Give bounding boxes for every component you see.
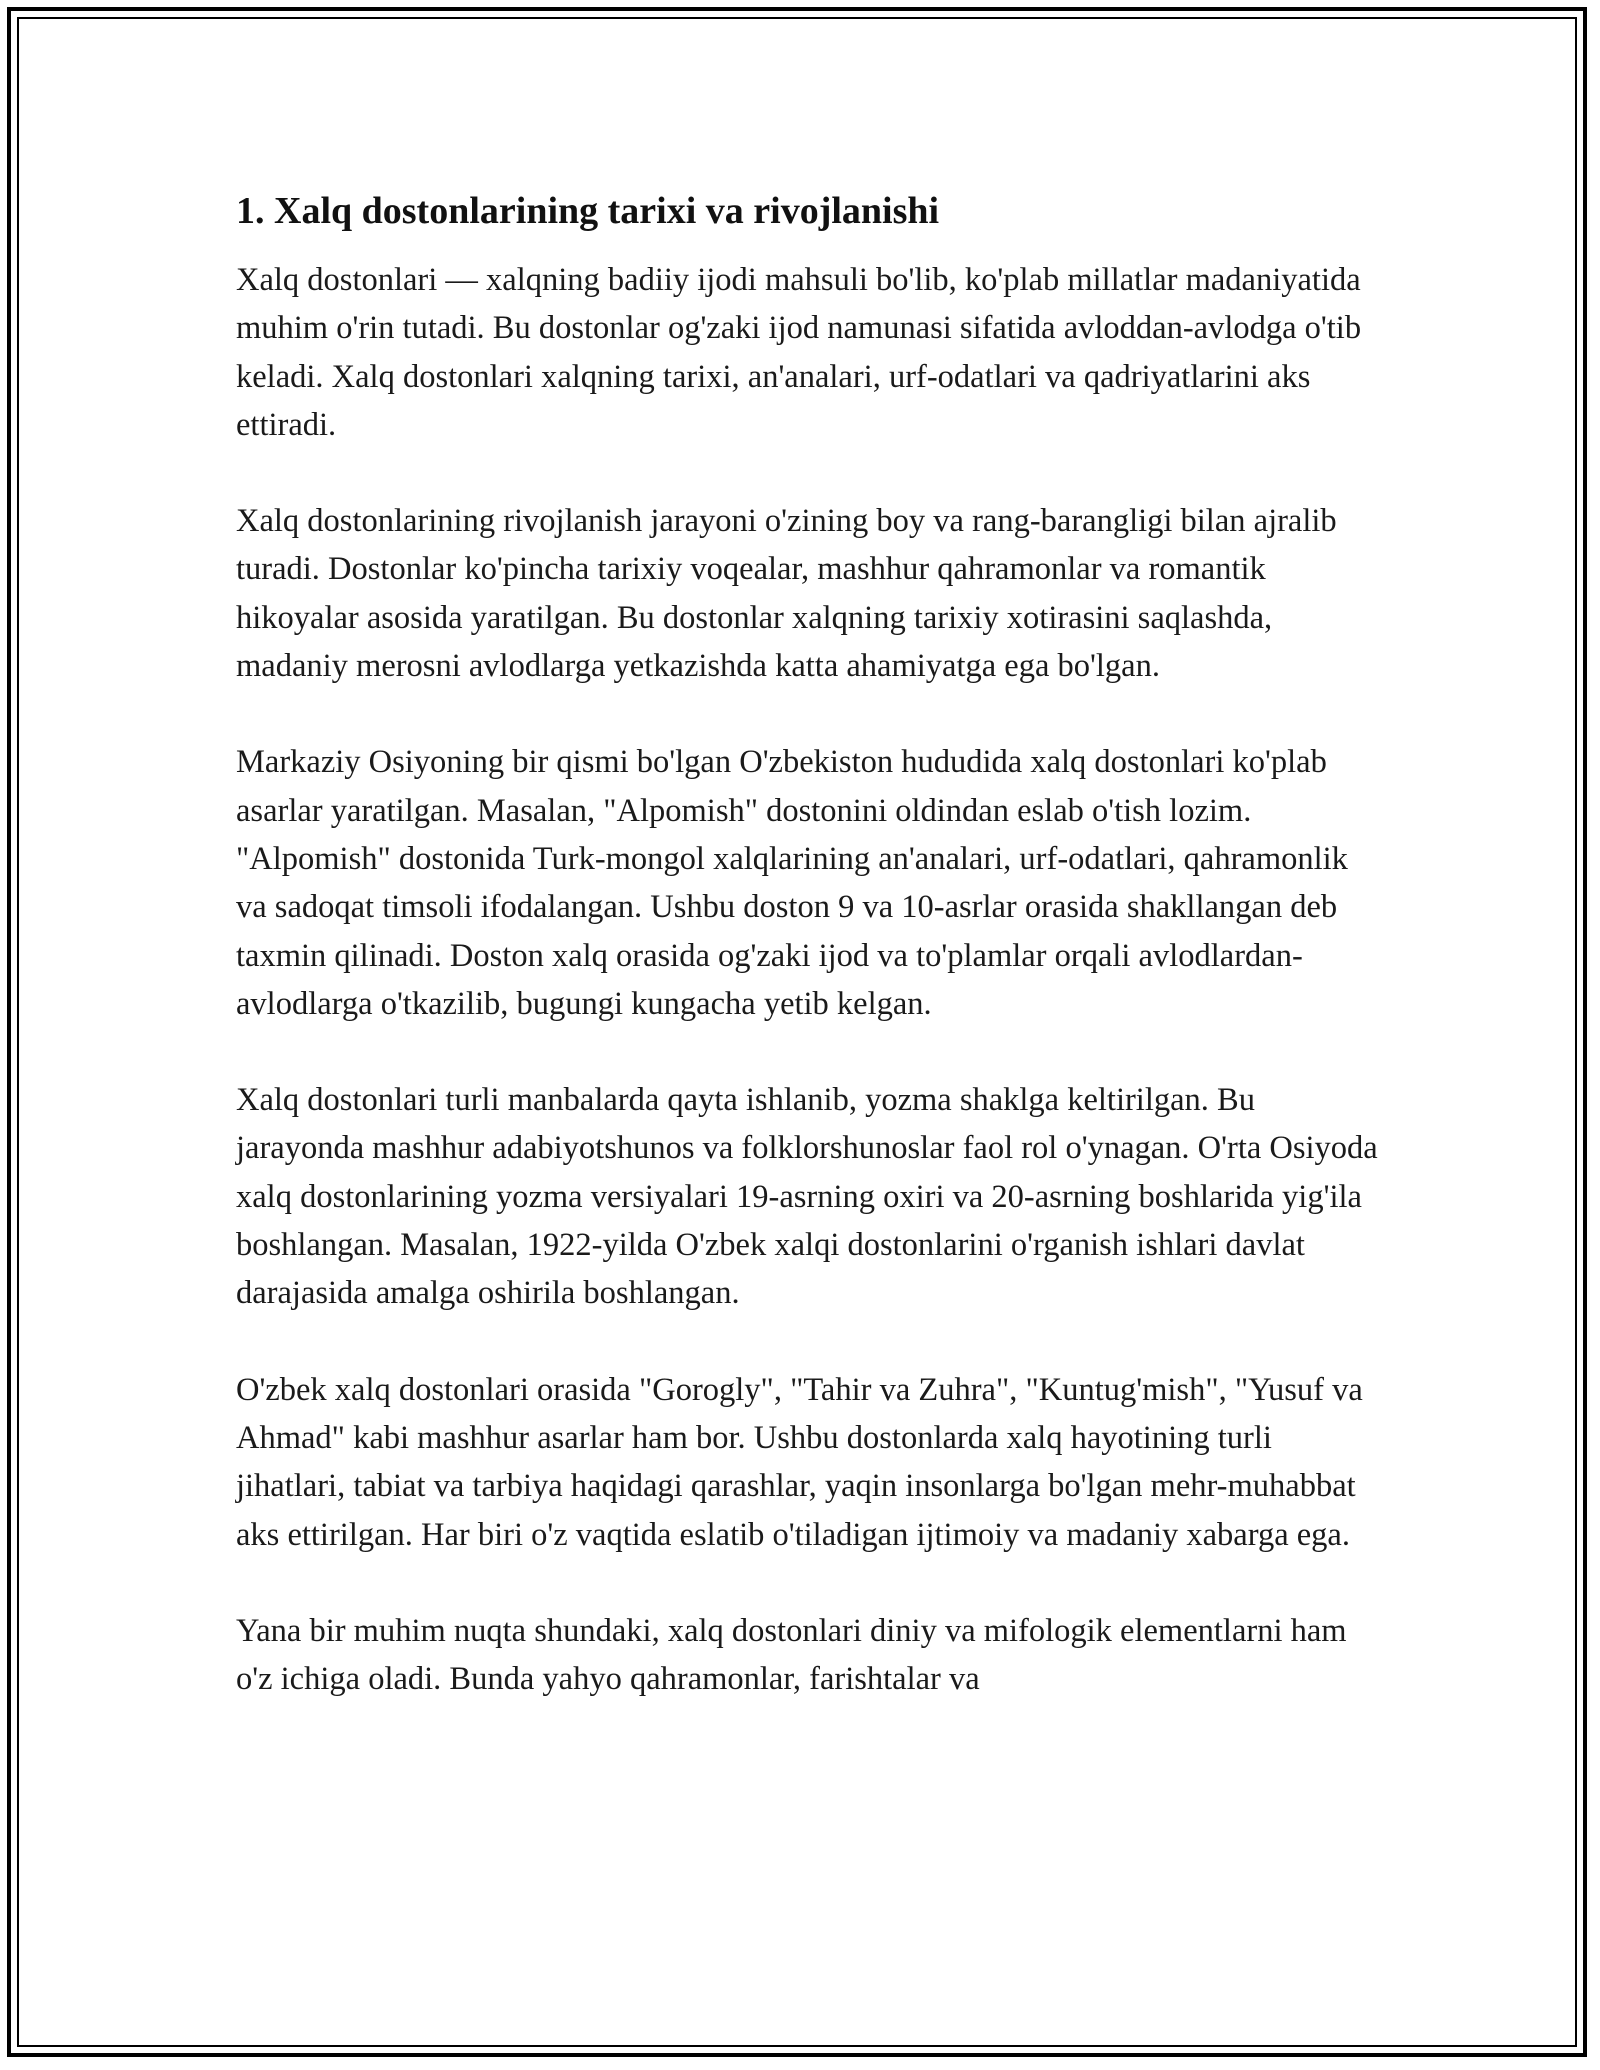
paragraph-5: O'zbek xalq dostonlari orasida "Gorogly", "Tahir va Zuhra", "Kuntug'mish", "Yusuf va Ahmad" kabi mashhur asarlar ham bor. Ushbu dostonlarda xalq hayotining turli jihatlari, tabiat va tarbiya haqidagi qarashlar, yaqin insonlarga bo'lgan mehr-muhabbat aks ettirilgan. Har biri o'z vaqtida eslatib o'tiladigan ijtimoiy va madaniy xabarga ega. bbox=[236, 1371, 1363, 1553]
section-heading: 1. Xalq dostonlarining tarixi va rivojlanishi bbox=[236, 190, 940, 232]
paragraph-3: Markaziy Osiyoning bir qismi bo'lgan O'zbekiston hududida xalq dostonlari ko'plab asarlar yaratilgan. Masalan, "Alpomish" dostonini oldindan eslab o'tish lozim. "Alpomish" dostonida Turk-mongol xalqlarining an'analari, urf-odatlari, qahramonlik va sadoqat timsoli ifodalangan. Ushbu doston 9 va 10-asrlar orasida shakllangan deb taxmin qilinadi. Doston xalq orasida og'zaki ijod va to'plamlar orqali avlodlardan-avlodlarga o'tkazilib, bugungi kungacha yetib kelgan. bbox=[236, 744, 1348, 1022]
paragraph-6: Yana bir muhim nuqta shundaki, xalq dostonlari diniy va mifologik elementlarni ham o'z ichiga oladi. Bunda yahyo qahramonlar, farishtalar va bbox=[236, 1612, 1347, 1698]
document-body bbox=[236, 186, 1386, 1751]
paragraph-2: Xalq dostonlarining rivojlanish jarayoni o'zining boy va rang-barangligi bilan ajralib turadi. Dostonlar ko'pincha tarixiy voqealar, mashhur qahramonlar va romantik hikoyalar asosida yaratilgan. Bu dostonlar xalqning tarixiy xotirasini saqlashda, madaniy merosni avlodlarga yetkazishda katta ahamiyatga ega bo'lgan. bbox=[236, 503, 1337, 685]
paragraph-4: Xalq dostonlari turli manbalarda qayta ishlanib, yozma shaklga keltirilgan. Bu jarayonda mashhur adabiyotshunos va folklorshunoslar faol rol o'ynagan. O'rta Osiyoda xalq dostonlarining yozma versiyalari 19-asrning oxiri va 20-asrning boshlarida yig'ila boshlangan. Masalan, 1922-yilda O'zbek xalqi dostonlarini o'rganish ishlari davlat darajasida amalga oshirila boshlangan. bbox=[236, 1082, 1378, 1312]
paragraph-1: Xalq dostonlari — xalqning badiiy ijodi mahsuli bo'lib, ko'plab millatlar madaniyatida muhim o'rin tutadi. Bu dostonlar og'zaki ijod namunasi sifatida avloddan-avlodga o'tib keladi. Xalq dostonlari xalqning tarixi, an'analari, urf-odatlari va qadriyatlarini aks ettiradi. bbox=[236, 262, 1362, 443]
